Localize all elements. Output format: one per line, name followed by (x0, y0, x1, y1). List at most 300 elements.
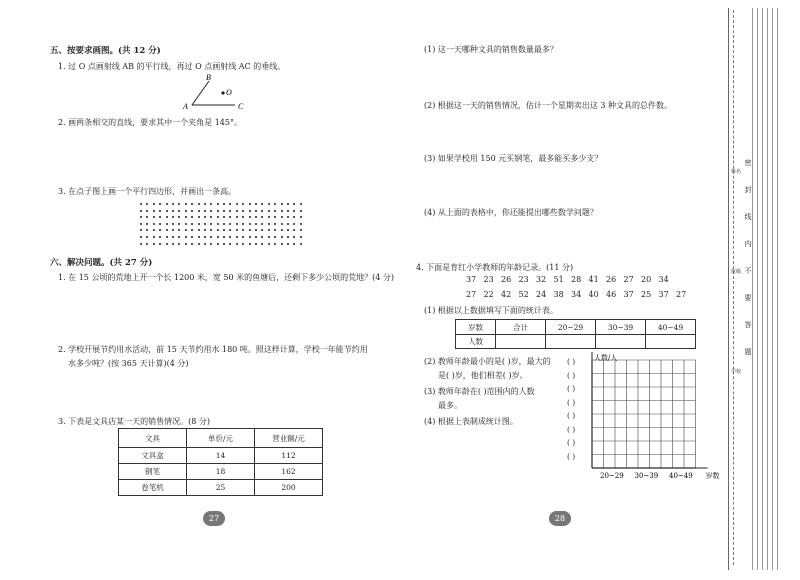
question-5-3: 3. 在点子图上画一个平行四边形，并画出一条高。 (58, 187, 237, 196)
grid-dot (261, 236, 263, 238)
grid-dot (178, 216, 180, 218)
grid-dot (191, 229, 193, 231)
grid-dot (261, 243, 263, 245)
grid-dot (146, 223, 148, 225)
seal-char: 要 (744, 294, 752, 302)
y-axis-blank[interactable]: ( ) (567, 397, 576, 407)
grid-dot (204, 243, 206, 245)
grid-dot (274, 223, 276, 225)
table-header: 40~49 (646, 320, 696, 335)
grid-dot (261, 229, 263, 231)
grid-dot (153, 236, 155, 238)
label-c: C (238, 102, 244, 111)
grid-dot (223, 229, 225, 231)
binding-stripe (777, 8, 778, 570)
y-axis-blank[interactable]: ( ) (567, 451, 576, 461)
grid-dot (178, 243, 180, 245)
grid-dot (293, 210, 295, 212)
grid-dot (166, 243, 168, 245)
grid-dot (261, 210, 263, 212)
grid-dot (261, 223, 263, 225)
question-5-1: 1. 过 O 点画射线 AB 的平行线，再过 O 点画射线 AC 的垂线。 (58, 62, 286, 71)
grid-dot (293, 236, 295, 238)
answer-cell-total[interactable] (496, 335, 546, 349)
grid-dot (249, 243, 251, 245)
age-value: 27 (466, 290, 477, 299)
binding-label-class: 班级 (731, 269, 742, 275)
grid-dot (185, 229, 187, 231)
question-4-4: (4) 根据上表制成统计图。 (424, 417, 518, 426)
grid-dot (249, 223, 251, 225)
age-value: 37 (466, 275, 477, 284)
grid-dot (274, 203, 276, 205)
grid-dot (210, 210, 212, 212)
label-o: O (226, 88, 232, 97)
grid-dot (166, 236, 168, 238)
grid-dot (159, 216, 161, 218)
grid-dot (249, 216, 251, 218)
grid-dot (255, 210, 257, 212)
grid-dot (274, 210, 276, 212)
question-3-3: (3) 如果学校用 150 元买钢笔，最多能买多少支？ (424, 154, 603, 163)
grid-dot (236, 203, 238, 205)
age-value: 46 (606, 290, 617, 299)
answer-cell-30-39[interactable] (596, 335, 646, 349)
grid-dot (293, 229, 295, 231)
grid-dot (255, 203, 257, 205)
grid-dot (166, 223, 168, 225)
question-3-4: (4) 从上面的表格中，你还能提出哪些数学问题？ (424, 208, 598, 217)
grid-dot (268, 243, 270, 245)
grid-dot (204, 216, 206, 218)
seal-char: 不 (744, 267, 752, 275)
table-cell: 钢笔 (119, 464, 187, 480)
grid-dot (229, 203, 231, 205)
table-cell: 文具盒 (119, 448, 187, 464)
grid-dot (281, 223, 283, 225)
question-6-3: 3. 下表是文具店某一天的销售情况。(8 分) (58, 417, 211, 426)
grid-dot (204, 236, 206, 238)
grid-dot (268, 229, 270, 231)
grid-dot (172, 210, 174, 212)
age-value: 26 (606, 275, 617, 284)
question-6-2-line1: 2. 学校开展节约用水活动，前 15 天节约用水 180 吨。照这样计算，学校一年能节约用 (58, 345, 368, 354)
question-4-1: (1) 根据以上数据填写下面的统计表。 (424, 306, 558, 315)
seal-char: 密 (744, 159, 752, 167)
table-cell: 112 (255, 448, 323, 464)
grid-dot (185, 203, 187, 205)
grid-dot (293, 203, 295, 205)
grid-dot (146, 236, 148, 238)
grid-dot (159, 236, 161, 238)
x-axis-label: 岁数 (705, 472, 720, 480)
grid-dot (293, 223, 295, 225)
binding-stripe (772, 8, 773, 570)
grid-dot (217, 223, 219, 225)
table-cell: 14 (187, 448, 255, 464)
answer-cell-40-49[interactable] (646, 335, 696, 349)
section-5-title: 五、按要求画图。(共 12 分) (50, 46, 161, 56)
age-value: 37 (623, 290, 634, 299)
grid-dot (229, 243, 231, 245)
answer-cell-20-29[interactable] (546, 335, 596, 349)
grid-dot (255, 236, 257, 238)
grid-dot (159, 203, 161, 205)
grid-dot (191, 243, 193, 245)
grid-dot (236, 223, 238, 225)
table-header: 单价/元 (187, 429, 255, 448)
grid-dot (140, 210, 142, 212)
table-cell: 162 (255, 464, 323, 480)
grid-dot (153, 223, 155, 225)
grid-dot (268, 203, 270, 205)
table-row (119, 464, 323, 480)
grid-dot (236, 229, 238, 231)
y-axis-blank[interactable]: ( ) (567, 411, 576, 420)
age-value: 28 (571, 275, 582, 284)
table-header: 营业额/元 (255, 429, 323, 448)
grid-dot (300, 229, 302, 231)
grid-dot (274, 229, 276, 231)
age-value: 34 (658, 275, 669, 284)
grid-dot (293, 243, 295, 245)
grid-dot (210, 223, 212, 225)
grid-dot (210, 216, 212, 218)
question-4-2-line1: (2) 教师年龄最小的是( )岁，最大的 (424, 357, 551, 366)
grid-dot (178, 203, 180, 205)
seal-dashed-line (733, 10, 734, 565)
grid-dot (236, 216, 238, 218)
grid-dot (191, 223, 193, 225)
grid-dot (268, 216, 270, 218)
grid-dot (198, 229, 200, 231)
grid-dot (229, 216, 231, 218)
table-cell: 18 (187, 464, 255, 480)
age-value: 25 (641, 290, 652, 299)
age-value: 23 (518, 275, 529, 284)
question-3-2: (2) 根据这一天的销售情况，估计一个星期卖出这 3 种文具的总件数。 (424, 101, 673, 110)
grid-dot (198, 216, 200, 218)
table-header: 30~39 (596, 320, 646, 335)
y-axis-blanks[interactable] (567, 357, 575, 465)
grid-dot (178, 236, 180, 238)
grid-dot (159, 243, 161, 245)
grid-dot (153, 210, 155, 212)
grid-dot (146, 203, 148, 205)
grid-dot (229, 236, 231, 238)
age-value: 37 (658, 290, 669, 299)
grid-dot (166, 210, 168, 212)
grid-dot (153, 203, 155, 205)
grid-dot (274, 236, 276, 238)
grid-dot (300, 216, 302, 218)
grid-dot (300, 203, 302, 205)
seal-char: 答 (744, 321, 752, 329)
grid-dot (210, 203, 212, 205)
age-value: 42 (501, 290, 512, 299)
grid-dot (166, 203, 168, 205)
binding-stripe (762, 8, 763, 570)
grid-dot (287, 243, 289, 245)
grid-dot (146, 210, 148, 212)
grid-dot (223, 236, 225, 238)
grid-dot (204, 229, 206, 231)
grid-dot (268, 223, 270, 225)
grid-dot (153, 243, 155, 245)
grid-dot (300, 223, 302, 225)
age-value: 51 (553, 275, 564, 284)
table-row (119, 480, 323, 496)
grid-dot (287, 223, 289, 225)
question-5-2: 2. 画两条相交的直线，要求其中一个夹角是 145°。 (58, 118, 242, 127)
table-header: 合计 (496, 320, 546, 335)
grid-dot (191, 236, 193, 238)
grid-dot (293, 216, 295, 218)
grid-dot (223, 203, 225, 205)
grid-dot (198, 203, 200, 205)
grid-dot (281, 210, 283, 212)
grid-dot (268, 236, 270, 238)
grid-dot (153, 216, 155, 218)
grid-dot (255, 216, 257, 218)
grid-dot (153, 229, 155, 231)
grid-dot (287, 229, 289, 231)
grid-dot (261, 216, 263, 218)
question-6-1: 1. 在 15 公顷的荒地上开一个长 1200 米，宽 50 米的鱼塘后，还剩下多少公顷的荒地？(4 分) (58, 273, 395, 282)
grid-dot (229, 223, 231, 225)
grid-dot (249, 229, 251, 231)
age-value: 27 (676, 290, 687, 299)
age-data-row-2 (466, 290, 694, 299)
age-value: 20 (641, 275, 652, 284)
question-3-1: (1) 这一天哪种文具的销售数量最多？ (424, 45, 558, 54)
grid-dot (300, 236, 302, 238)
grid-dot (242, 223, 244, 225)
grid-dot (217, 216, 219, 218)
binding-stripe (752, 8, 753, 570)
x-tick-label: 40~49 (669, 472, 693, 480)
grid-dot (146, 229, 148, 231)
grid-dot (242, 210, 244, 212)
grid-dot (281, 203, 283, 205)
table-cell: 25 (187, 480, 255, 496)
grid-dot (281, 236, 283, 238)
binding-stripe (767, 8, 768, 570)
grid-dot (223, 243, 225, 245)
age-table (455, 319, 696, 349)
grid-dot (249, 236, 251, 238)
grid-dot (287, 210, 289, 212)
grid-dot (204, 223, 206, 225)
grid-dot (249, 203, 251, 205)
grid-dot (281, 229, 283, 231)
x-tick-label: 20~29 (600, 472, 624, 480)
grid-dot (146, 216, 148, 218)
grid-dot (217, 203, 219, 205)
grid-dot (140, 229, 142, 231)
grid-dot (287, 216, 289, 218)
table-cell: 卷笔机 (119, 480, 187, 496)
age-value: 52 (518, 290, 529, 299)
statistics-chart-grid[interactable] (586, 350, 720, 480)
grid-dot (191, 210, 193, 212)
grid-dot (217, 243, 219, 245)
y-axis-blank[interactable]: ( ) (567, 438, 576, 447)
binding-label-school: 学校 (731, 369, 742, 375)
grid-dot (185, 210, 187, 212)
grid-dot (300, 243, 302, 245)
seal-char: 线 (744, 213, 752, 221)
grid-dot (172, 243, 174, 245)
grid-dot (172, 223, 174, 225)
grid-dot (172, 236, 174, 238)
point-o (221, 91, 224, 94)
age-value: 40 (588, 290, 599, 299)
stationery-table (118, 428, 323, 496)
grid-dot (166, 216, 168, 218)
grid-dot (185, 236, 187, 238)
seal-char: 封 (744, 186, 752, 194)
grid-dot (159, 223, 161, 225)
y-axis-label: 人数/人 (594, 354, 618, 362)
table-cell: 200 (255, 480, 323, 496)
age-data-row-1 (466, 275, 676, 284)
grid-dot (198, 210, 200, 212)
grid-dot (255, 223, 257, 225)
table-row (119, 448, 323, 464)
grid-dot (242, 203, 244, 205)
age-value: 27 (623, 275, 634, 284)
grid-dot (223, 210, 225, 212)
age-value: 22 (483, 290, 494, 299)
grid-dot (198, 236, 200, 238)
grid-dot (146, 243, 148, 245)
grid-dot (178, 229, 180, 231)
grid-dot (274, 243, 276, 245)
y-axis-blank[interactable]: ( ) (567, 384, 576, 393)
grid-dot (191, 203, 193, 205)
grid-dot (281, 216, 283, 218)
grid-dot (249, 210, 251, 212)
grid-dot (191, 216, 193, 218)
label-b: B (206, 73, 211, 82)
grid-dot (185, 243, 187, 245)
table-header: 文具 (119, 429, 187, 448)
dot-grid[interactable] (140, 203, 306, 249)
age-value: 32 (536, 275, 547, 284)
question-4-2-line2: 是( )岁，他们相差( )岁。 (438, 371, 528, 380)
grid-dot (204, 203, 206, 205)
age-value: 24 (536, 290, 547, 299)
seal-char: 题 (744, 348, 752, 356)
question-4-3-line2: 最多。 (438, 401, 462, 410)
grid-dot (236, 243, 238, 245)
grid-dot (210, 229, 212, 231)
grid-dot (274, 216, 276, 218)
grid-dot (217, 229, 219, 231)
grid-dot (281, 243, 283, 245)
grid-dot (242, 243, 244, 245)
ray-ab (192, 81, 209, 105)
grid-dot (229, 210, 231, 212)
question-4-3-line1: (3) 教师年龄在( )范围内的人数 (424, 387, 535, 396)
grid-dot (204, 210, 206, 212)
grid-dot (178, 223, 180, 225)
grid-dot (236, 236, 238, 238)
question-6-2-line2: 水多少吨？(按 365 天计算)(4 分) (68, 359, 189, 368)
age-value: 38 (553, 290, 564, 299)
table-row (456, 335, 696, 349)
grid-dot (159, 229, 161, 231)
grid-dot (242, 229, 244, 231)
age-value: 26 (501, 275, 512, 284)
grid-dot (223, 223, 225, 225)
table-header: 20~29 (546, 320, 596, 335)
table-cell: 人数 (456, 335, 496, 349)
grid-dot (140, 223, 142, 225)
age-value: 41 (588, 275, 599, 284)
grid-dot (172, 216, 174, 218)
grid-dot (140, 203, 142, 205)
grid-dot (261, 203, 263, 205)
age-value: 23 (483, 275, 494, 284)
grid-dot (255, 243, 257, 245)
grid-dot (140, 236, 142, 238)
grid-dot (287, 236, 289, 238)
grid-dot (255, 229, 257, 231)
grid-dot (178, 210, 180, 212)
grid-dot (185, 216, 187, 218)
binding-stripe (757, 8, 758, 570)
grid-dot (217, 236, 219, 238)
grid-dot (172, 203, 174, 205)
label-a: A (183, 102, 188, 111)
x-tick-label: 30~39 (634, 472, 659, 480)
question-4-title: 4. 下面是育红小学教师的年龄记录。(11 分) (416, 263, 574, 272)
grid-dot (198, 223, 200, 225)
section-6-title: 六、解决问题。(共 27 分) (50, 258, 153, 268)
grid-dot (159, 210, 161, 212)
grid-dot (268, 210, 270, 212)
grid-dot (210, 243, 212, 245)
y-axis-blank[interactable]: ( ) (567, 357, 576, 366)
binding-line (728, 8, 729, 570)
grid-dot (210, 236, 212, 238)
grid-dot (166, 229, 168, 231)
y-axis-blank[interactable]: ( ) (567, 370, 576, 380)
page-number-left: 27 (203, 511, 225, 526)
age-value: 34 (571, 290, 582, 299)
grid-dot (140, 216, 142, 218)
grid-dot (236, 210, 238, 212)
y-axis-blank[interactable]: ( ) (567, 424, 576, 434)
grid-dot (185, 223, 187, 225)
page-number-right: 28 (549, 511, 571, 526)
grid-dot (229, 229, 231, 231)
grid-dot (198, 243, 200, 245)
grid-dot (217, 210, 219, 212)
grid-dot (172, 229, 174, 231)
grid-dot (242, 236, 244, 238)
table-header: 岁数 (456, 320, 496, 335)
grid-dot (300, 210, 302, 212)
grid-dot (242, 216, 244, 218)
ray-figure (180, 72, 250, 114)
grid-dot (287, 203, 289, 205)
grid-dot (140, 243, 142, 245)
grid-dot (223, 216, 225, 218)
seal-char: 内 (744, 240, 752, 248)
